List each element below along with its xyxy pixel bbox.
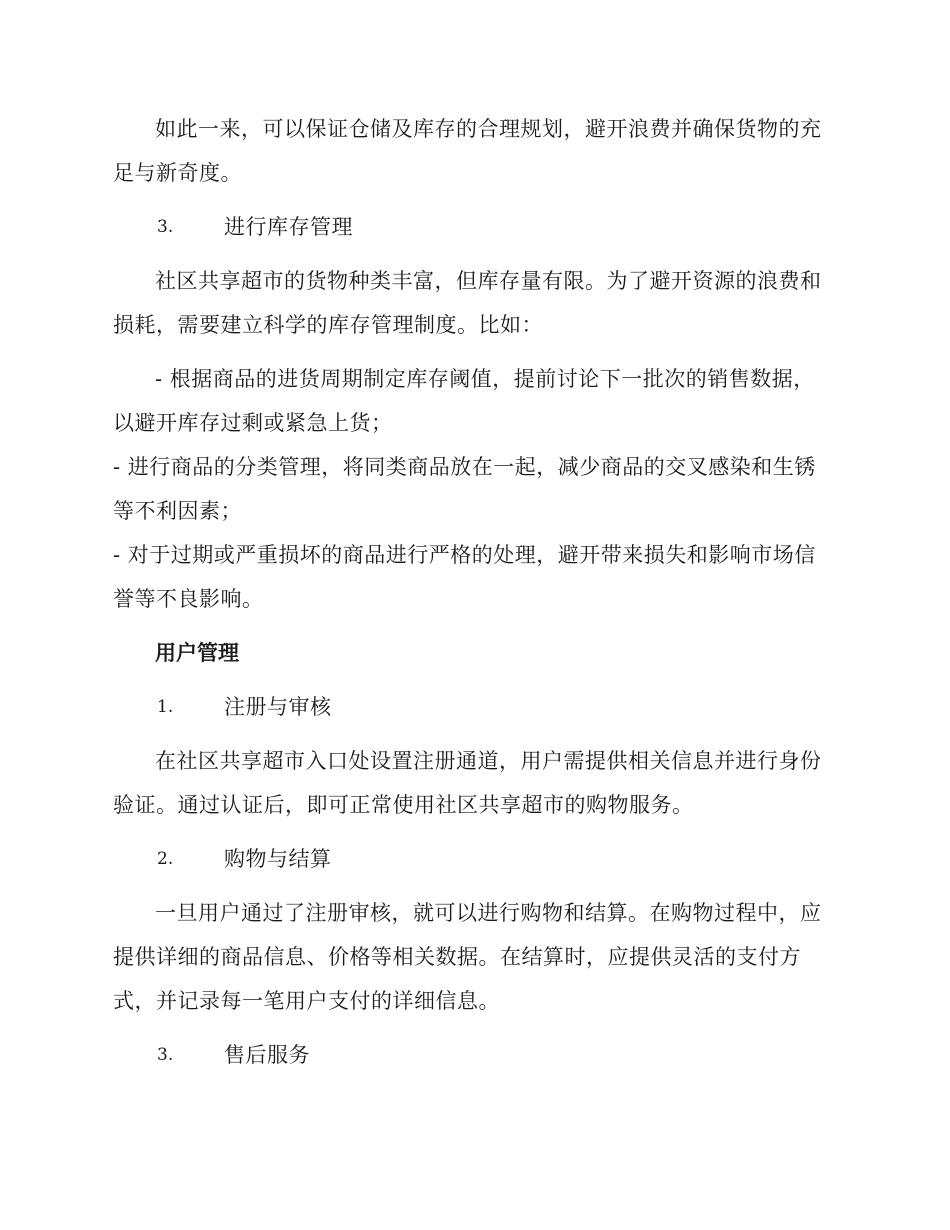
list-item: - 对于过期或严重损坏的商品进行严格的处理，避开带来损失和影响市场信誉等不良影响。 (113, 543, 816, 611)
inventory-heading (113, 205, 833, 249)
user-item-1-title: 注册与审核 (224, 695, 332, 719)
user-item-1-paragraph: 在社区共享超市入口处设置注册通道，用户需提供相关信息并进行身份验证。通过认证后，即可正常使用社区共享超市的购物服务。 (113, 749, 822, 817)
user-item-3-heading (113, 1033, 833, 1077)
inventory-title: 进行库存管理 (224, 215, 353, 239)
user-item-3-number: 3. (157, 1045, 174, 1065)
user-item-2-title: 购物与结算 (224, 847, 332, 871)
list-item: - 进行商品的分类管理，将同类商品放在一起，减少商品的交叉感染和生锈等不利因素； (113, 455, 816, 523)
user-item-2-number: 2. (157, 849, 174, 869)
user-item-3-title: 售后服务 (224, 1043, 310, 1067)
user-item-2-paragraph: 一旦用户通过了注册审核，就可以进行购物和结算。在购物过程中，应提供详细的商品信息、价格等相关数据。在结算时，应提供灵活的支付方式，并记录每一笔用户支付的详细信息。 (113, 901, 822, 1013)
user-item-2-heading (113, 837, 833, 881)
user-item-1-number: 1. (157, 697, 174, 717)
section-heading-user-management: 用户管理 (155, 641, 239, 665)
inventory-number: 3. (157, 217, 174, 237)
intro-paragraph: 如此一来，可以保证仓储及库存的合理规划，避开浪费并确保货物的充足与新奇度。 (113, 117, 822, 185)
user-item-1-heading (113, 685, 833, 729)
inventory-paragraph: 社区共享超市的货物种类丰富，但库存量有限。为了避开资源的浪费和损耗，需要建立科学的库存管理制度。比如： (113, 269, 822, 337)
inventory-bullet-list (113, 357, 833, 621)
list-item: - 根据商品的进货周期制定库存阈值，提前讨论下一批次的销售数据，以避开库存过剩或紧急上货； (113, 367, 815, 435)
document-page (113, 0, 833, 1077)
